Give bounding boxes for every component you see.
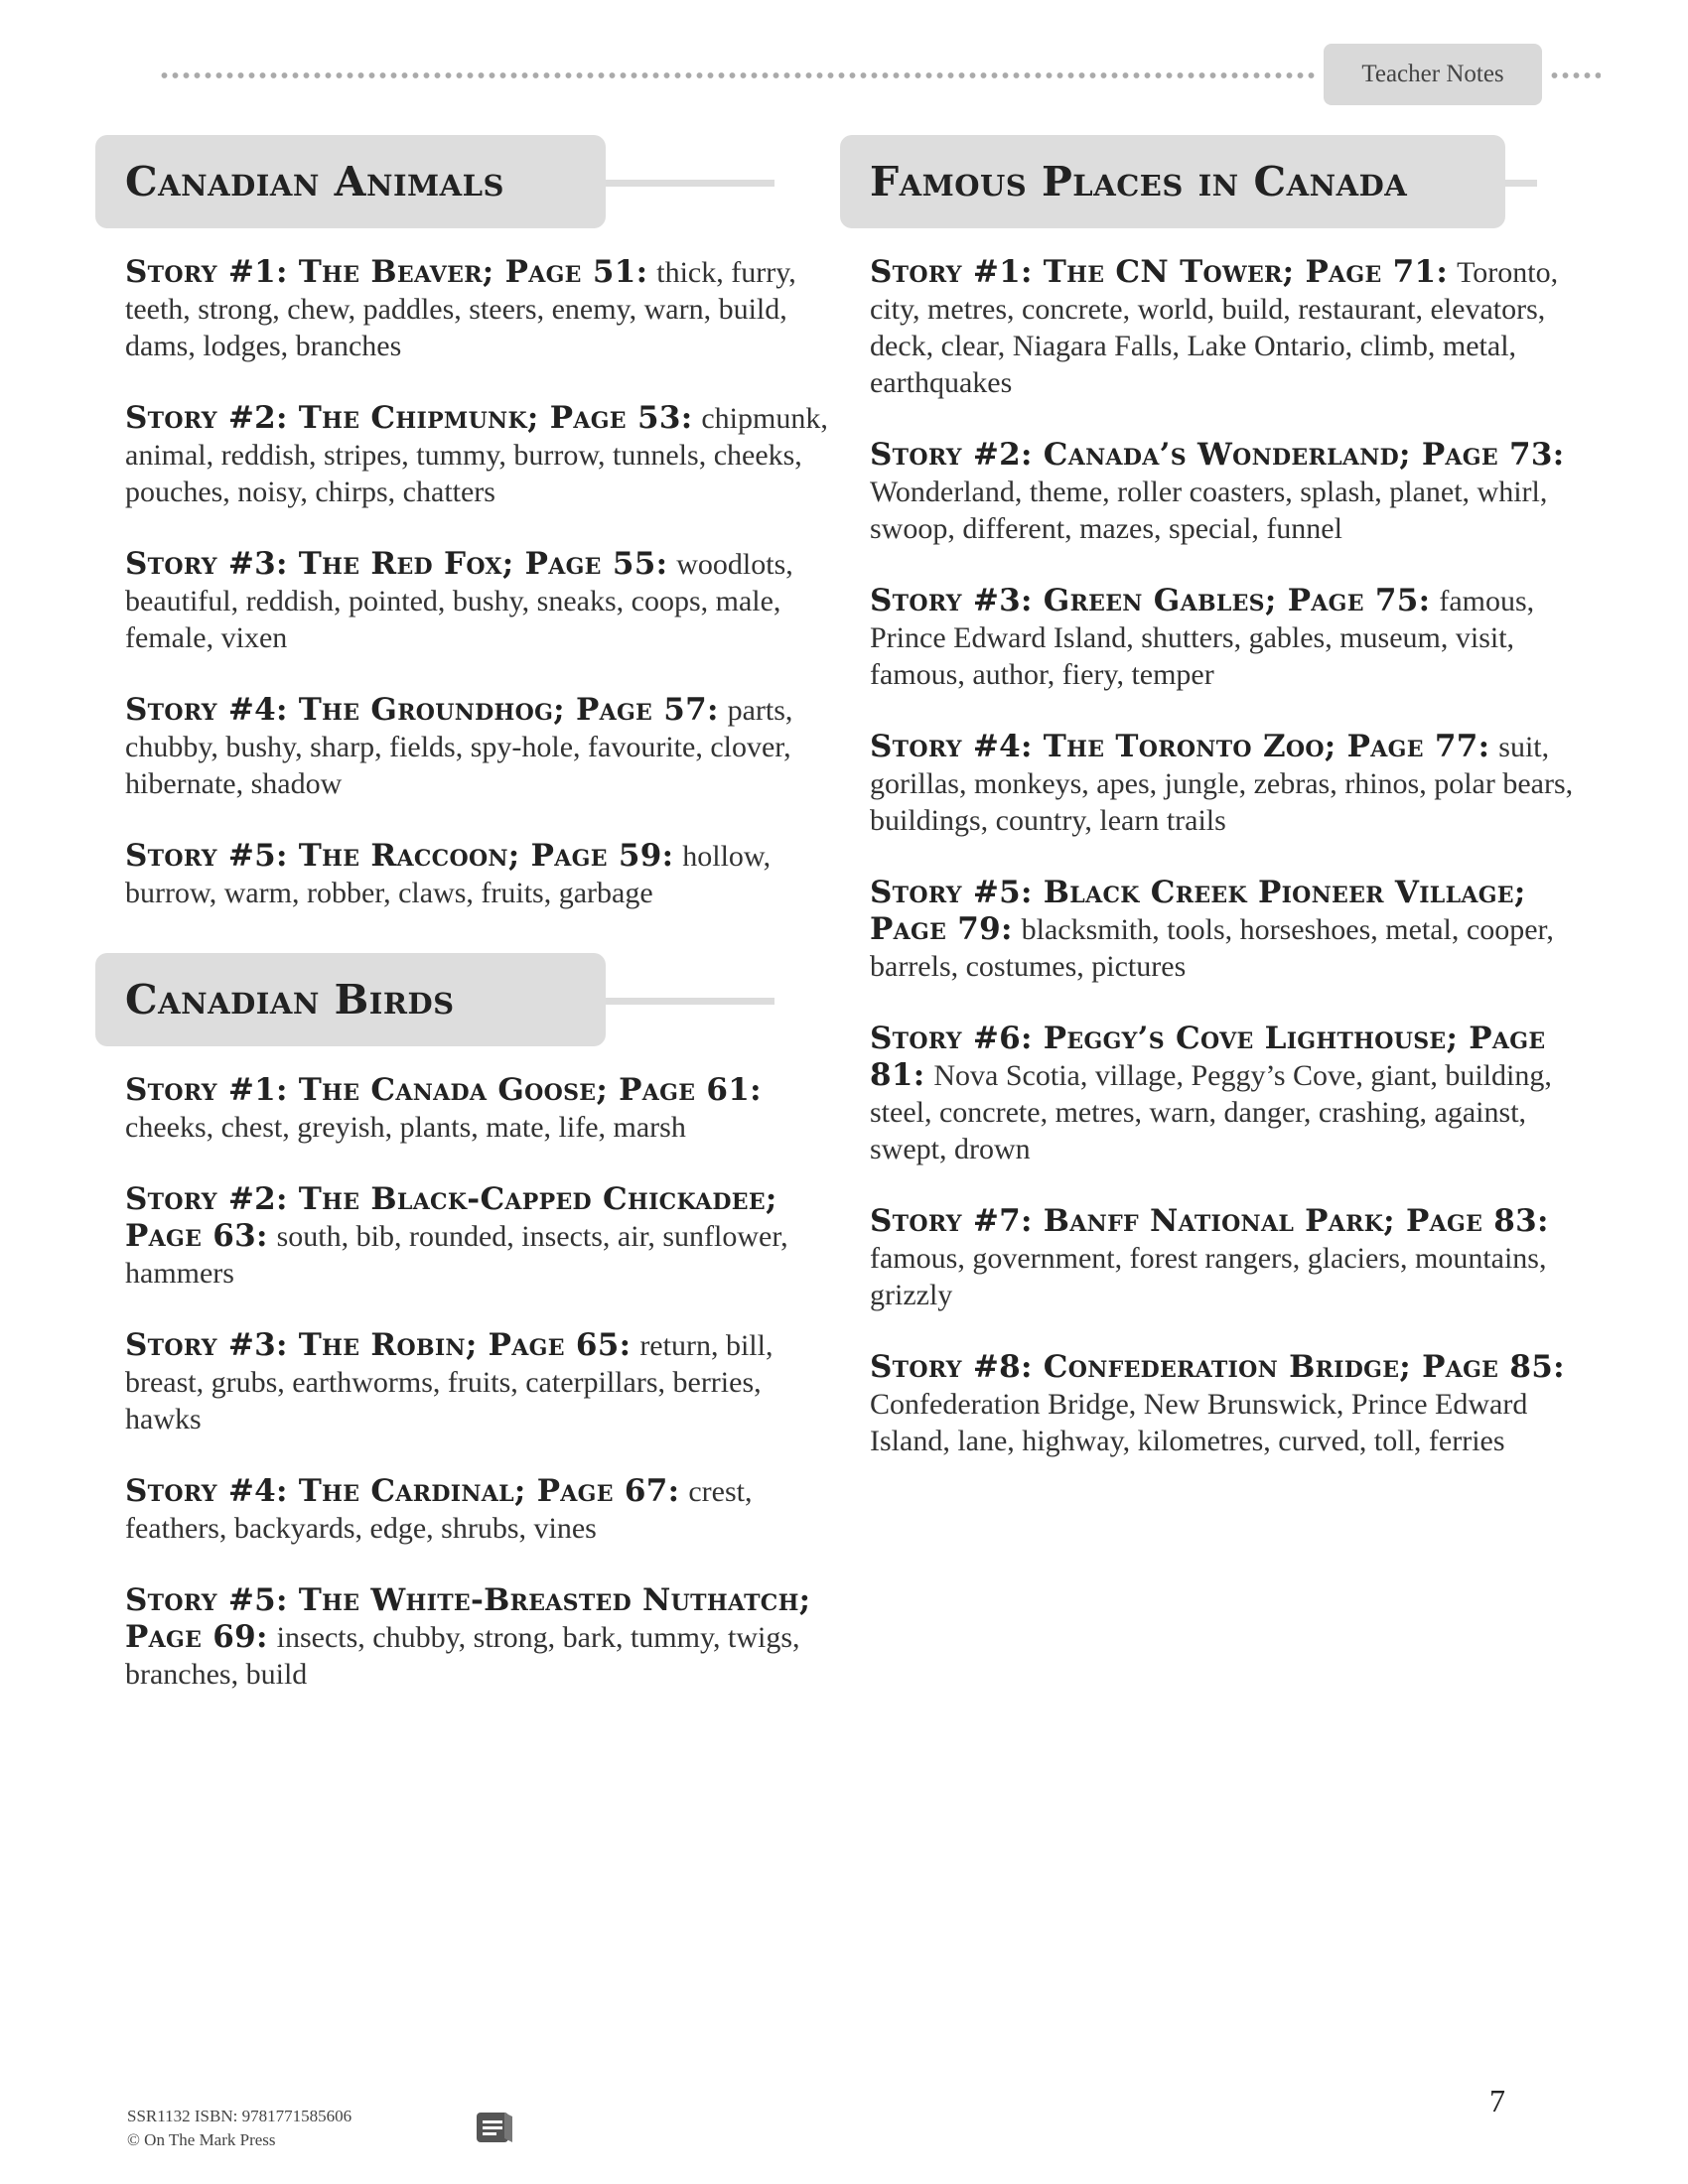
story-item [870, 437, 1575, 547]
story-item [125, 546, 830, 656]
story-title: Story #3: Green Gables; Page 75: [870, 583, 1431, 618]
story-item [125, 400, 830, 510]
story-words: cheeks, chest, greyish, plants, mate, life, marsh [125, 1111, 686, 1144]
story-words: Nova Scotia, village, Peggy’s Cove, giant, building, steel, concrete, metres, warn, danger, crashing, against, swept, drown [870, 1059, 1552, 1165]
story-words: chipmunk, animal, reddish, stripes, tummy, burrow, tunnels, cheeks, pouches, noisy, chirps, chatters [125, 402, 828, 508]
story-words: famous, government, forest rangers, glaciers, mountains, grizzly [870, 1242, 1547, 1311]
story-item [125, 1327, 830, 1437]
story-item [125, 1072, 830, 1146]
story-words: insects, chubby, strong, bark, tummy, twigs, branches, build [125, 1621, 800, 1691]
story-words: Confederation Bridge, New Brunswick, Prince Edward Island, lane, highway, kilometres, curved, toll, ferries [870, 1388, 1528, 1457]
section-header-birds [95, 953, 830, 1046]
footer-code-line: SSR1132 ISBN: 9781771585606 [127, 2107, 352, 2125]
story-item [870, 729, 1575, 839]
story-words: Toronto, city, metres, concrete, world, build, restaurant, elevators, deck, clear, Niagara Falls, Lake Ontario, climb, metal, earthquakes [870, 256, 1559, 399]
story-words: hollow, burrow, warm, robber, claws, fruits, garbage [125, 840, 772, 909]
story-title: Story #3: The Robin; Page 65: [125, 1327, 632, 1363]
story-words: Wonderland, theme, roller coasters, splash, planet, whirl, swoop, different, mazes, special, funnel [870, 476, 1548, 545]
section-title-places: Famous Places in Canada [870, 158, 1408, 205]
story-words: famous, Prince Edward Island, shutters, gables, museum, visit, famous, author, fiery, temper [870, 585, 1535, 691]
story-item [125, 254, 830, 364]
story-title: Story #8: Confederation Bridge; Page 85: [870, 1349, 1565, 1385]
story-words: suit, gorillas, monkeys, apes, jungle, zebras, rhinos, polar bears, buildings, country, learn trails [870, 731, 1574, 837]
story-words: parts, chubby, bushy, sharp, fields, spy-hole, favourite, clover, hibernate, shadow [125, 694, 793, 800]
story-words: woodlots, beautiful, reddish, pointed, bushy, sneaks, coops, male, female, vixen [125, 548, 793, 654]
story-item [870, 1203, 1575, 1313]
story-title: Story #1: The Canada Goose; Page 61: [125, 1072, 762, 1108]
story-words: blacksmith, tools, horseshoes, metal, cooper, barrels, costumes, pictures [870, 913, 1554, 983]
story-title: Story #6: Peggy’s Cove Lighthouse; Page 81: [870, 1021, 1546, 1093]
story-item [870, 875, 1575, 985]
header-rule [606, 998, 774, 1005]
story-title: Story #7: Banff National Park; Page 83: [870, 1203, 1549, 1239]
story-title: Story #4: The Groundhog; Page 57: [125, 692, 719, 728]
dotted-rule-left [159, 71, 1316, 79]
story-list-birds [95, 1072, 830, 1693]
story-item [125, 1181, 830, 1292]
story-words: thick, furry, teeth, strong, chew, paddles, steers, enemy, warn, build, dams, lodges, branches [125, 256, 796, 362]
book-icon [475, 2109, 514, 2144]
story-list-places [840, 254, 1575, 1459]
story-item [125, 838, 830, 911]
footer-copyright: © On The Mark Press [127, 2130, 276, 2149]
story-words: return, bill, breast, grubs, earthworms, fruits, caterpillars, berries, hawks [125, 1329, 774, 1435]
story-item [870, 1021, 1575, 1167]
story-item [125, 1582, 830, 1693]
story-title: Story #4: The Toronto Zoo; Page 77: [870, 729, 1490, 764]
story-title: Story #1: The Beaver; Page 51: [125, 254, 648, 290]
story-title: Story #2: Canada’s Wonderland; Page 73: [870, 437, 1565, 473]
section-title-animals: Canadian Animals [125, 158, 504, 205]
story-item [125, 692, 830, 802]
left-column [95, 135, 830, 1728]
story-item [125, 1473, 830, 1547]
story-title: Story #2: The Chipmunk; Page 53: [125, 400, 693, 436]
story-title: Story #3: The Red Fox; Page 55: [125, 546, 668, 582]
section-header-animals [95, 135, 830, 228]
story-title: Story #2: The Black-Capped Chickadee; Page 63: [125, 1181, 777, 1254]
story-title: Story #4: The Cardinal; Page 67: [125, 1473, 680, 1509]
header-rule [1505, 180, 1537, 187]
section-header-places [840, 135, 1575, 228]
dotted-rule-right [1549, 71, 1601, 79]
footer-publication-info [127, 2105, 352, 2152]
story-title: Story #1: The CN Tower; Page 71: [870, 254, 1449, 290]
story-words: crest, feathers, backyards, edge, shrubs, vines [125, 1475, 753, 1545]
story-item [870, 1349, 1575, 1459]
section-title-birds: Canadian Birds [125, 976, 455, 1024]
page-number: 7 [1489, 2083, 1505, 2118]
story-title: Story #5: Black Creek Pioneer Village; Page 79: [870, 875, 1526, 947]
story-item [870, 254, 1575, 401]
header-rule [606, 180, 774, 187]
story-words: south, bib, rounded, insects, air, sunflower, hammers [125, 1220, 788, 1290]
story-item [870, 583, 1575, 693]
story-title: Story #5: The Raccoon; Page 59: [125, 838, 674, 874]
right-column [840, 135, 1575, 1495]
story-title: Story #5: The White-Breasted Nuthatch; Page 69: [125, 1582, 811, 1655]
teacher-notes-tab: Teacher Notes [1324, 44, 1542, 105]
story-list-animals [95, 254, 830, 911]
